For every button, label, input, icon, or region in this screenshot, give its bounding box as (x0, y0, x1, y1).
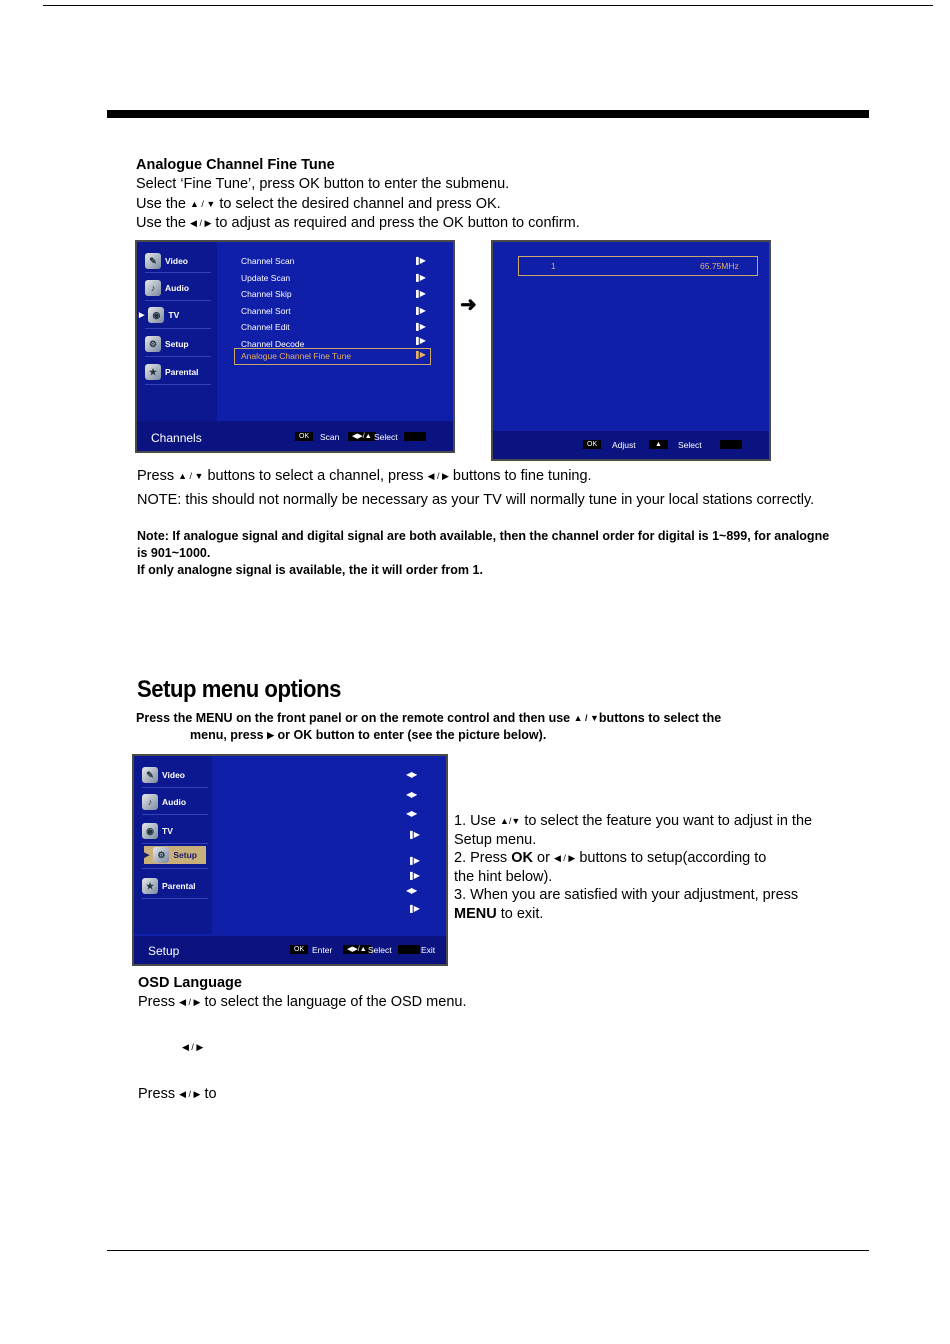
footer-select-hint: Select (368, 945, 392, 955)
divider (145, 300, 211, 301)
divider (145, 384, 211, 385)
ok-key-icon: OK (583, 440, 601, 449)
video-icon: ✎ (145, 253, 161, 269)
left-right-arrow-icon: ◀▶ (406, 809, 417, 818)
sidebar-item-audio[interactable]: ♪ Audio (142, 790, 208, 814)
step-3: 3. When you are satisfied with your adjustment, press (454, 887, 799, 903)
exit-key-icon (404, 432, 426, 441)
audio-icon: ♪ (145, 280, 161, 296)
footer-exit-hint: Exit (421, 945, 436, 955)
sidebar-item-video[interactable]: ✎ Video (142, 763, 208, 787)
tv-icon: ◉ (148, 307, 164, 323)
sidebar-item-setup[interactable]: ⚙ Setup (145, 332, 211, 356)
setup-intro-line2: menu, press ▶ or OK button to enter (see the picture below). (190, 728, 547, 742)
channel-order-note: Note: If analogue signal and digital signal are both available, then the channel order for digital is 1~899, for analogne is 901~1000. If only analogne signal is available, the it will order from 1. (137, 529, 830, 577)
osd-heading: OSD Language (138, 975, 242, 991)
left-right-arrows-icon: ◀ / ▶ (427, 471, 449, 481)
header-bar (107, 110, 869, 118)
up-down-key-icon: ▲ (649, 440, 668, 449)
fine-tune-channel[interactable]: 1 (551, 261, 556, 271)
setup-intro-line1: Press the MENU on the front panel or on the remote control and then use ▲ / ▼buttons to select the (136, 711, 722, 725)
left-right-arrows-icon: ◀ / ▶ (190, 218, 212, 228)
menu-item-update-scan[interactable]: Update Scan (241, 273, 291, 283)
footer-select-hint: Select (374, 432, 398, 442)
up-down-arrows-icon: ▲ / ▼ (178, 471, 204, 481)
left-right-arrows-icon: ◀ / ▶ (179, 997, 201, 1007)
enter-arrow-icon: ❚▶ (408, 856, 419, 865)
right-arrow-icon: ➜ (460, 294, 477, 316)
enter-arrow-icon: ❚▶ (414, 273, 425, 282)
menu-item-analogue-fine-tune[interactable]: Analogue Channel Fine Tune (241, 351, 352, 361)
left-right-arrow-icon: ◀▶ (406, 790, 417, 799)
sidebar-item-parental[interactable]: ★ Parental (142, 874, 208, 898)
setup-icon: ⚙ (153, 847, 169, 863)
setup-menu-screen (132, 754, 448, 966)
divider (142, 843, 208, 844)
exit-key-icon (398, 945, 420, 954)
footer-select-hint: Select (678, 440, 702, 450)
video-icon: ✎ (142, 767, 158, 783)
sidebar-item-audio[interactable]: ♪ Audio (145, 276, 211, 300)
fine-tune-screen (491, 240, 771, 461)
divider (145, 356, 211, 357)
fine-tune-line1: Select ‘Fine Tune’, press OK button to enter the submenu. (136, 176, 510, 192)
menu-item-channel-scan[interactable]: Channel Scan (241, 256, 295, 266)
left-right-arrows-icon: ◀ / ▶ (182, 1042, 204, 1052)
sidebar-item-setup[interactable]: ▶ ⚙ Setup (144, 846, 206, 864)
audio-icon: ♪ (142, 794, 158, 810)
footer-adjust-hint: Adjust (612, 440, 636, 450)
osd-line3: Press ◀ / ▶ to (138, 1086, 217, 1102)
fine-tune-line3: Use the ◀ / ▶ to adjust as required and press the OK button to confirm. (136, 215, 580, 231)
menu-item-channel-skip[interactable]: Channel Skip (241, 289, 292, 299)
enter-arrow-icon: ❚▶ (414, 289, 425, 298)
sidebar-item-parental[interactable]: ★ Parental (145, 360, 211, 384)
fine-tune-line2: Use the ▲ / ▼ to select the desired channel and press OK. (136, 196, 501, 212)
osd-line1: Press ◀ / ▶ to select the language of the OSD menu. (138, 994, 467, 1010)
up-down-arrows-icon: ▲ / ▼ (190, 199, 216, 209)
menu-item-channel-edit[interactable]: Channel Edit (241, 322, 290, 332)
left-right-arrow-icon: ◀▶ (406, 886, 417, 895)
top-rule (43, 5, 933, 6)
sidebar-item-tv[interactable]: ▶ ◉ TV (145, 303, 211, 327)
setup-heading: Setup menu options (137, 676, 341, 703)
ok-key-icon: OK (295, 432, 313, 441)
enter-arrow-icon: ❚▶ (414, 306, 425, 315)
enter-arrow-icon: ❚▶ (414, 336, 425, 345)
fine-tune-frequency: 65.75MHz (700, 261, 739, 271)
menu-item-channel-decode[interactable]: Channel Decode (241, 339, 305, 349)
divider (142, 787, 208, 788)
left-right-arrows-icon: ◀ / ▶ (179, 1089, 201, 1099)
fine-tune-heading: Analogue Channel Fine Tune (136, 157, 335, 173)
enter-arrow-icon: ❚▶ (414, 322, 425, 331)
divider (145, 272, 211, 273)
pointer-icon: ▶ (144, 852, 150, 859)
enter-arrow-icon: ❚▶ (414, 350, 425, 359)
step-1: 1. Use ▲/▼ to select the feature you want to adjust in the (454, 813, 813, 829)
enter-arrow-icon: ❚▶ (408, 904, 419, 913)
step-2-cont: the hint below). (454, 869, 553, 885)
press-instructions: Press ▲ / ▼ buttons to select a channel, press ◀ / ▶ buttons to fine tuning. (137, 468, 592, 484)
divider (142, 814, 208, 815)
divider (142, 868, 208, 869)
tuning-note: NOTE: this should not normally be necessary as your TV will normally tune in your local stations correctly. (137, 492, 815, 508)
footer-title: Setup (148, 944, 180, 958)
left-right-arrows-icon: ◀ / ▶ (553, 853, 576, 863)
enter-arrow-icon: ❚▶ (408, 871, 419, 880)
step-3-cont: MENU to exit. (454, 906, 544, 922)
footer-title: Channels (151, 431, 202, 445)
arrows-key-icon: ◀▶/▲ (348, 432, 376, 441)
menu-item-channel-sort[interactable]: Channel Sort (241, 306, 291, 316)
exit-key-icon (720, 440, 742, 449)
footer-scan-hint: Scan (320, 432, 340, 442)
channels-menu-screen (135, 240, 455, 453)
up-down-arrows-icon: ▲ / ▼ (573, 713, 599, 723)
footer-enter-hint: Enter (312, 945, 333, 955)
step-2: 2. Press OK or ◀ / ▶ buttons to setup(according to (454, 850, 767, 866)
parental-icon: ★ (142, 878, 158, 894)
bottom-rule (107, 1250, 869, 1251)
sidebar-item-video[interactable]: ✎ Video (145, 249, 211, 273)
parental-icon: ★ (145, 364, 161, 380)
divider (142, 898, 208, 899)
tv-icon: ◉ (142, 823, 158, 839)
enter-arrow-icon: ❚▶ (408, 830, 419, 839)
sidebar-item-tv[interactable]: ◉ TV (142, 819, 208, 843)
enter-arrow-icon: ❚▶ (414, 256, 425, 265)
ok-key-icon: OK (290, 945, 308, 954)
divider (145, 328, 211, 329)
up-down-arrows-icon: ▲/▼ (499, 816, 521, 826)
right-arrow-icon: ▶ (267, 730, 275, 740)
left-right-arrow-icon: ◀▶ (406, 770, 417, 779)
step-1-cont: Setup menu. (454, 832, 537, 848)
pointer-icon: ▶ (139, 312, 145, 319)
arrows-key-icon: ◀▶/▲ (343, 945, 371, 954)
setup-icon: ⚙ (145, 336, 161, 352)
